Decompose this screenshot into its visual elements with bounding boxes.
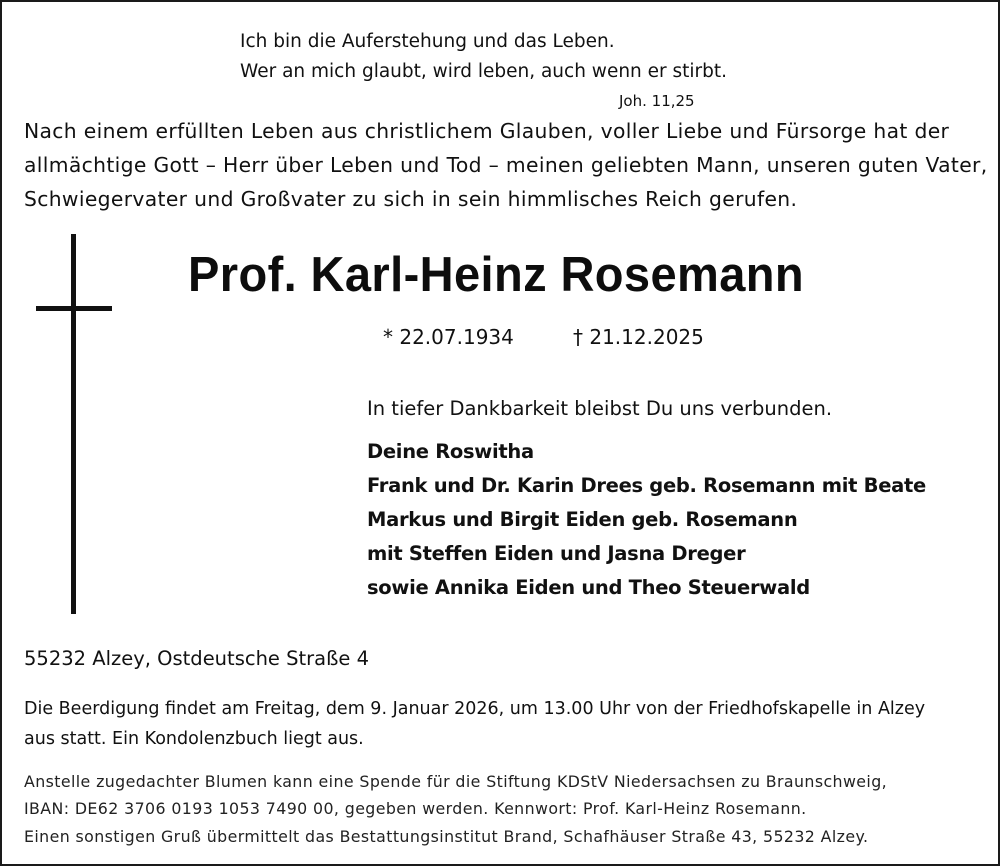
thanks-line: In tiefer Dankbarkeit bleibst Du uns verbunden.: [367, 397, 833, 420]
cross-vertical-bar: [71, 234, 76, 614]
mourner-line: mit Steffen Eiden und Jasna Dreger: [367, 542, 746, 565]
bible-verse-reference: Joh. 11,25: [619, 92, 695, 110]
mourner-line: sowie Annika Eiden und Theo Steuerwald: [367, 576, 810, 599]
donation-info-line-2: IBAN: DE62 3706 0193 1053 7490 00, gegeben werden. Kennwort: Prof. Karl-Heinz Rosemann.: [24, 799, 807, 818]
cross-horizontal-bar: [36, 306, 112, 311]
deceased-name: Prof. Karl-Heinz Rosemann: [188, 248, 805, 302]
family-address: 55232 Alzey, Ostdeutsche Straße 4: [24, 647, 370, 670]
mourner-line: Frank und Dr. Karin Drees geb. Rosemann mit Beate: [367, 474, 926, 497]
funeral-info-line-2: aus statt. Ein Kondolenzbuch liegt aus.: [24, 729, 364, 749]
intro-text-line-3: Schwiegervater und Großvater zu sich in sein himmlisches Reich gerufen.: [24, 187, 798, 211]
intro-text-line-2: allmächtige Gott – Herr über Leben und Tod – meinen geliebten Mann, unseren guten Vater,: [24, 153, 988, 177]
death-date: † 21.12.2025: [573, 325, 704, 349]
birth-date: * 22.07.1934: [383, 325, 514, 349]
bible-verse-line-2: Wer an mich glaubt, wird leben, auch wenn er stirbt.: [240, 61, 728, 82]
mourner-line: Deine Roswitha: [367, 440, 534, 463]
funeral-info-line-1: Die Beerdigung findet am Freitag, dem 9. Januar 2026, um 13.00 Uhr von der Friedhofskapelle in Alzey: [24, 699, 926, 719]
donation-info-line-3: Einen sonstigen Gruß übermittelt das Bestattungsinstitut Brand, Schafhäuser Straße 43, 55232 Alzey.: [24, 827, 869, 846]
intro-text-line-1: Nach einem erfüllten Leben aus christlichem Glauben, voller Liebe und Fürsorge hat der: [24, 119, 950, 143]
donation-info-line-1: Anstelle zugedachter Blumen kann eine Spende für die Stiftung KDStV Niedersachsen zu Braunschweig,: [24, 772, 888, 791]
bible-verse-line-1: Ich bin die Auferstehung und das Leben.: [240, 31, 615, 52]
mourner-line: Markus und Birgit Eiden geb. Rosemann: [367, 508, 798, 531]
